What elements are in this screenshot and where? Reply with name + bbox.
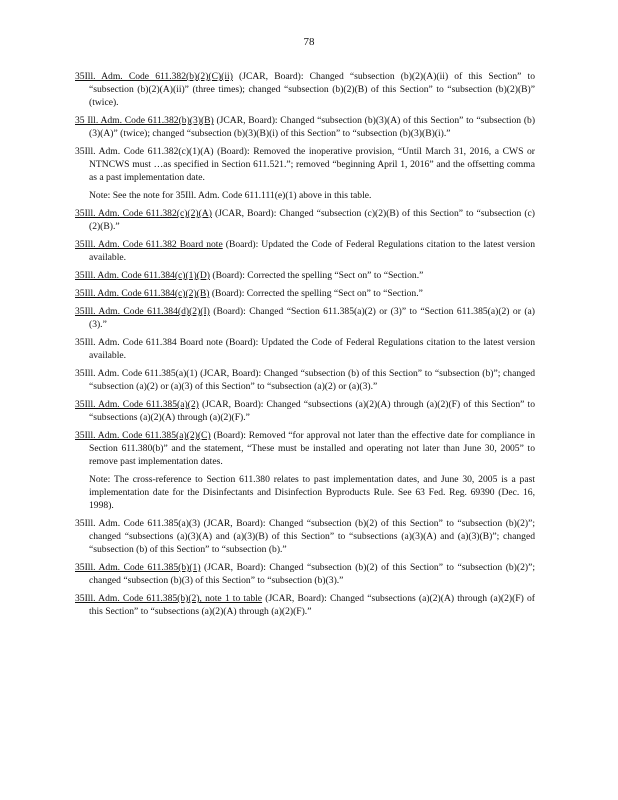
citation: 35Ill. Adm. Code 611.384 Board note (75, 337, 223, 348)
amendment-entry (75, 592, 535, 618)
amendment-entry (75, 398, 535, 424)
amendment-list (75, 70, 535, 623)
citation: 35Ill. Adm. Code 611.382(c)(1)(A) (75, 146, 214, 157)
citation: 35 Ill. Adm. Code 611.382(b)(3)(B) (75, 115, 214, 126)
change-description: (JCAR, Board): Changed “subsection (b)(2) of this Section” to “subsection (b)(2)”; changed “subsections (a)(3)(A) and (a)(3)(B) of this Section” to “subsections (a)(3)(A) and (a)(3)(B)”; changed “subsection (b) of this Section” to “subsection (b).” (89, 518, 535, 555)
citation: 35Ill. Adm. Code 611.385(a)(1) (75, 368, 198, 379)
change-description: (Board): Updated the Code of Federal Regulations citation to the latest version available. (89, 337, 536, 361)
citation: 35Ill. Adm. Code 611.382(c)(2)(A) (75, 208, 212, 219)
amendment-entry (75, 336, 535, 362)
citation: 35Ill. Adm. Code 611.385(a)(3) (75, 518, 201, 529)
citation: 35Ill. Adm. Code 611.384(c)(2)(B) (75, 288, 210, 299)
amendment-entry (75, 207, 535, 233)
change-description: (JCAR, Board): Changed “subsections (a)(2)(A) through (a)(2)(F) of this Section” to “subsections (a)(2)(A) through (a)(2)(F).” (89, 399, 535, 423)
change-description: (JCAR, Board): Changed “subsection (c)(2)(B) of this Section” to “subsection (c)(2)(B).” (89, 208, 535, 232)
amendment-entry (75, 429, 535, 468)
table-note: Note: See the note for 35Ill. Adm. Code 611.111(e)(1) above in this table. (89, 190, 372, 201)
citation: 35Ill. Adm. Code 611.385(b)(2), note 1 to table (75, 593, 263, 604)
amendment-entry (75, 287, 535, 300)
citation: 35Ill. Adm. Code 611.382 Board note (75, 239, 223, 250)
amendment-entry (75, 114, 535, 140)
amendment-entry (75, 145, 535, 184)
change-description: (Board): Changed “Section 611.385(a)(2) or (3)” to “Section 611.385(a)(2) or (a)(3).” (89, 306, 535, 330)
change-description: (Board): Updated the Code of Federal Regulations citation to the latest version available. (89, 239, 536, 263)
change-description: (Board): Corrected the spelling “Sect on” to “Section.” (209, 288, 423, 299)
change-description: (Board): Removed “for approval not later than the effective date for compliance in Section 611.380(b)” and the statement, “These must be installed and operating not later than June 30, 2005” to remove past implementation dates. (89, 430, 536, 467)
amendment-entry (75, 70, 535, 109)
change-description: (Board): Corrected the spelling “Sect on” to “Section.” (210, 270, 424, 281)
change-description: (JCAR, Board): Changed “subsection (b)(2)(A)(ii) of this Section” to “subsection (b)(2)(A)(ii)” (three times); changed “subsection (b)(2)(B) of this Section” to “subsection (b)(2)(B)” (twice). (89, 71, 535, 108)
citation: 35Ill. Adm. Code 611.384(c)(1)(D) (75, 270, 210, 281)
table-note: Note: The cross-reference to Section 611.380 relates to past implementation dates, and June 30, 2005 is a past implementation date for the Disinfectants and Disinfection Byproducts Rule. See 63 Fed. Reg. 69390 (Dec. 16, 1998). (89, 474, 535, 511)
amendment-entry (75, 269, 535, 282)
citation: 35Ill. Adm. Code 611.382(b)(2)(C)(ii) (75, 71, 233, 82)
change-description: (JCAR, Board): Changed “subsection (b) of this Section” to “subsection (b)”; changed “subsection (a)(2) or (a)(3) of this Section” to “subsection (a)(2) or (a)(3).” (89, 368, 535, 392)
page-number: 78 (303, 36, 315, 48)
citation: 35Ill. Adm. Code 611.385(b)(1) (75, 562, 201, 573)
citation: 35Ill. Adm. Code 611.385(a)(2)(C) (75, 430, 211, 441)
amendment-entry (75, 305, 535, 331)
change-description: (JCAR, Board): Changed “subsections (a)(2)(A) through (a)(2)(F) of this Section” to “subsections (a)(2)(A) through (a)(2)(F).” (89, 593, 535, 617)
amendment-entry (75, 517, 535, 556)
change-description: (JCAR, Board): Changed “subsection (b)(3)(A) of this Section” to “subsection (b)(3)(A)” (twice); changed “subsection (b)(3)(B)(i) of this Section” to “subsection (b)(3)(B)(i).” (89, 115, 536, 139)
amendment-entry (75, 238, 535, 264)
change-description: (Board): Removed the inoperative provision, “Until March 31, 2016, a CWS or NTNCWS must …as specified in Section 611.521.”; removed “beginning April 1, 2016” and the offsetting comma as a past implementation date. (89, 146, 536, 183)
amendment-entry (75, 367, 535, 393)
citation: 35Ill. Adm. Code 611.384(d)(2)(I) (75, 306, 210, 317)
citation: 35Ill. Adm. Code 611.385(a)(2) (75, 399, 199, 410)
change-description: (JCAR, Board): Changed “subsection (b)(2) of this Section” to “subsection (b)(2)”; changed “subsection (b)(3) of this Section” to “subsection (b)(3).” (89, 562, 535, 586)
amendment-entry (75, 561, 535, 587)
